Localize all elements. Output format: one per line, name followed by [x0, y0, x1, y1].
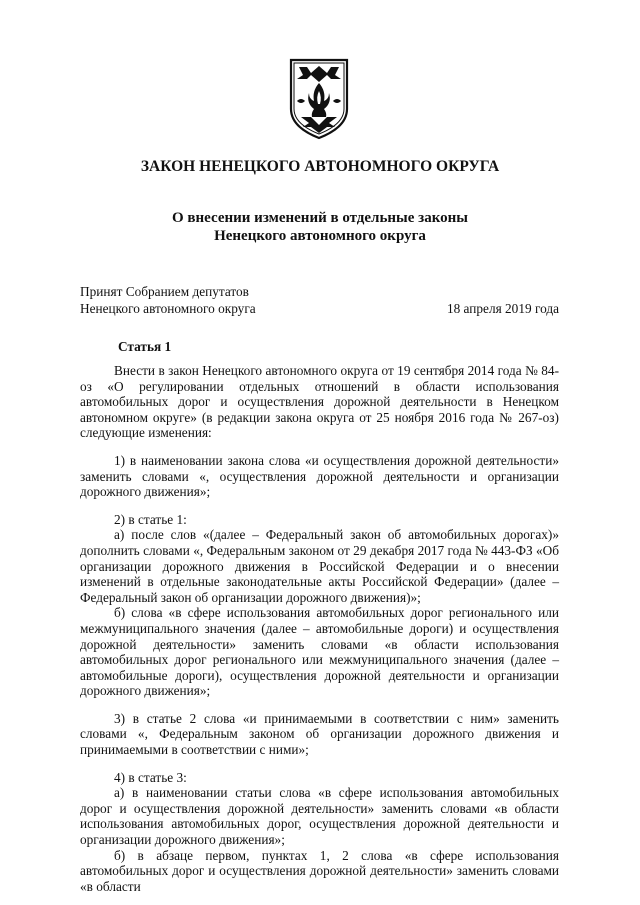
- adopted-by-body: Ненецкого автономного округа: [80, 301, 256, 316]
- paragraph: 2) в статье 1:: [114, 511, 187, 527]
- coat-of-arms-icon: [287, 57, 351, 141]
- article-body: [80, 363, 559, 894]
- adoption-date: 18 апреля 2019 года: [446, 301, 559, 316]
- paragraph: 4) в статье 3:: [114, 769, 187, 785]
- paragraph: а) в наименовании статьи слова «в сфере использования автомобильных дорог и осуществления дорожной деятельности» заменить словами «в области использования автомобильных дорог, осуществления дорожной деятельности и организации дорожного движения»;: [80, 785, 559, 848]
- law-title: ЗАКОН НЕНЕЦКОГО АВТОНОМНОГО ОКРУГА: [140, 158, 500, 175]
- paragraph: 3) в статье 2 слова «и принимаемыми в соответствии с ним» заменить словами «, Федеральным законом об организации дорожного движения и принимаемыми в соответствии с ними»;: [80, 710, 559, 758]
- paragraph: 1) в наименовании закона слова «и осуществления дорожной деятельности» заменить словами «, осуществления дорожной деятельности и организации дорожного движения»;: [80, 452, 559, 500]
- paragraph: б) в абзаце первом, пунктах 1, 2 слова «в сфере использования автомобильных дорог и осуществления дорожной деятельности» заменить словами «в области: [80, 847, 559, 894]
- adoption-block: [80, 283, 559, 317]
- adopted-by-line: Принят Собранием депутатов: [80, 284, 249, 299]
- subtitle-line-1: О внесении изменений в отдельные законы: [172, 210, 468, 226]
- article-heading: Статья 1: [118, 339, 172, 354]
- paragraph: б) слова «в сфере использования автомобильных дорог регионального или межмуниципального значения (далее – автомобильные дороги) и осуществления дорожной деятельности» заменить словами «в области использования автомобильных дорог регионального или межмуниципального значения (далее – автомобильные дороги), осуществления дорожной деятельности и организации дорожного движения»;: [80, 605, 559, 699]
- paragraph: а) после слов «(далее – Федеральный закон об автомобильных дорогах)» дополнить словами «, Федеральным законом от 29 декабря 2017 года № 443-ФЗ «Об организации дорожного движения в Российской Федерации и о внесении изменений в отдельные законодательные акты Российской Федерации» (далее – Федеральный закон об организации дорожного движения)»;: [80, 527, 559, 605]
- law-subtitle: [0, 209, 640, 245]
- subtitle-line-2: Ненецкого автономного округа: [214, 228, 426, 244]
- paragraph: Внести в закон Ненецкого автономного округа от 19 сентября 2014 года № 84-оз «О регулировании отдельных отношений в области использования автомобильных дорог и осуществления дорожной деятельности в Ненецком автономном округе» (в редакции закона округа от 25 ноября 2016 года № 267-оз) следующие изменения:: [80, 363, 559, 441]
